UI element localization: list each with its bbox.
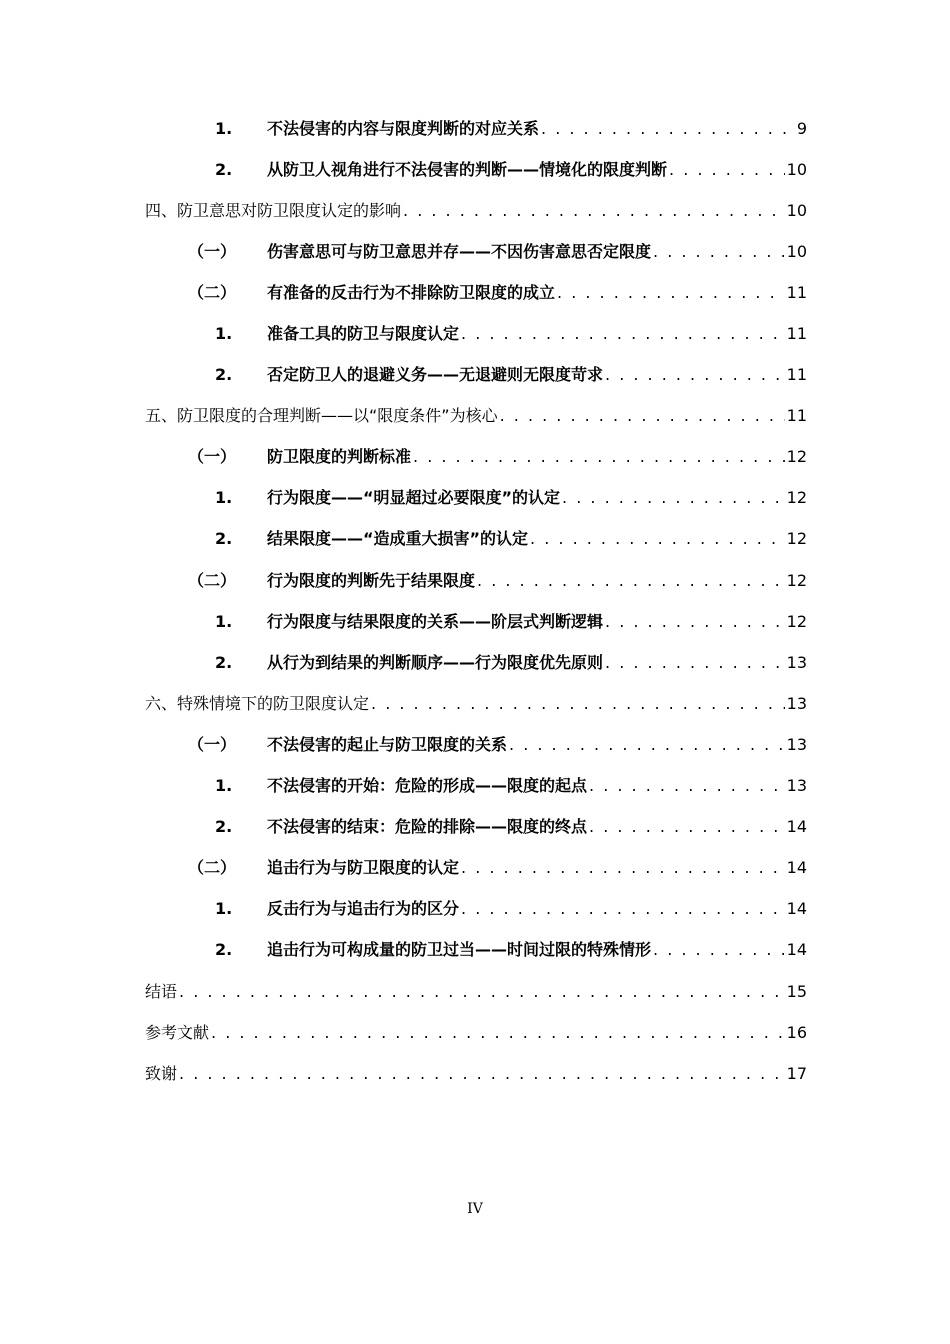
toc-entry-page: 14 [786, 940, 807, 960]
toc-entry-number: （一） [188, 734, 237, 754]
toc-entry-title: 否定防卫人的退避义务——无退避则无限度苛求 [267, 365, 604, 385]
toc-entry-line [267, 324, 807, 344]
toc-entry-page: 12 [786, 529, 807, 549]
toc-entry[interactable] [0, 190, 950, 231]
toc-entry[interactable] [0, 971, 950, 1012]
toc-entry-number: 1. [215, 611, 233, 631]
toc-entry-page: 17 [786, 1063, 807, 1083]
toc-entry[interactable] [0, 437, 950, 478]
toc-entry-title: 五、防卫限度的合理判断——以“限度条件”为核心 [145, 406, 498, 426]
toc-leader-dots [461, 899, 785, 919]
toc-entry-page: 15 [786, 981, 807, 1001]
toc-entry-number: （一） [188, 241, 237, 261]
toc-entry[interactable] [0, 683, 950, 724]
table-of-contents [0, 108, 950, 1094]
toc-leader-dots [413, 447, 785, 467]
toc-entry-line [145, 1023, 807, 1043]
toc-entry-title: 结语 [145, 981, 178, 1001]
toc-leader-dots [211, 1023, 785, 1043]
toc-entry[interactable] [0, 231, 950, 272]
toc-entry-number: （二） [188, 858, 237, 878]
toc-leader-dots [179, 982, 785, 1002]
toc-entry[interactable] [0, 396, 950, 437]
toc-entry-title: 反击行为与追击行为的区分 [267, 899, 460, 919]
toc-entry-line [267, 776, 807, 796]
toc-entry-page: 11 [786, 406, 807, 426]
toc-entry-title: 有准备的反击行为不排除防卫限度的成立 [267, 282, 556, 302]
toc-leader-dots [669, 160, 785, 180]
toc-entry[interactable] [0, 478, 950, 519]
toc-leader-dots [653, 242, 785, 262]
toc-entry[interactable] [0, 108, 950, 149]
toc-entry[interactable] [0, 1012, 950, 1053]
toc-entry[interactable] [0, 519, 950, 560]
toc-leader-dots [589, 817, 785, 837]
toc-leader-dots [562, 488, 785, 508]
toc-entry-title: 从行为到结果的判断顺序——行为限度优先原则 [267, 652, 604, 672]
toc-entry[interactable] [0, 848, 950, 889]
toc-entry-page: 12 [786, 488, 807, 508]
toc-entry-title: 行为限度的判断先于结果限度 [267, 570, 476, 590]
toc-entry-number: 2. [215, 817, 233, 837]
toc-entry[interactable] [0, 766, 950, 807]
toc-leader-dots [461, 858, 785, 878]
toc-entry-number: 1. [215, 899, 233, 919]
toc-leader-dots [500, 406, 785, 426]
toc-entry-line [267, 119, 807, 139]
toc-leader-dots [530, 529, 785, 549]
toc-entry-page: 14 [786, 899, 807, 919]
toc-leader-dots [461, 324, 785, 344]
toc-entry-title: 从防卫人视角进行不法侵害的判断——情境化的限度判断 [267, 159, 668, 179]
toc-leader-dots [541, 119, 795, 139]
toc-entry-line [267, 735, 807, 755]
toc-leader-dots [477, 571, 785, 591]
toc-leader-dots [605, 365, 785, 385]
toc-entry-number: （二） [188, 282, 237, 302]
toc-entry-number: 2. [215, 365, 233, 385]
toc-entry-number: 1. [215, 488, 233, 508]
toc-entry-line [145, 982, 807, 1002]
toc-entry-number: 1. [215, 118, 233, 138]
toc-entry[interactable] [0, 272, 950, 313]
toc-entry[interactable] [0, 149, 950, 190]
toc-entry-title: 不法侵害的起止与防卫限度的关系 [267, 734, 508, 754]
toc-entry[interactable] [0, 601, 950, 642]
page-number: IV [467, 1201, 483, 1217]
toc-entry-line [267, 488, 807, 508]
toc-leader-dots [653, 940, 785, 960]
toc-entry[interactable] [0, 642, 950, 683]
toc-entry-line [145, 201, 807, 221]
toc-leader-dots [179, 1064, 785, 1084]
toc-entry-line [145, 694, 807, 714]
toc-entry-title: 不法侵害的内容与限度判断的对应关系 [267, 118, 540, 138]
toc-leader-dots [605, 653, 785, 673]
toc-entry-page: 12 [786, 447, 807, 467]
toc-entry-line [267, 283, 807, 303]
toc-leader-dots [557, 283, 785, 303]
toc-entry-page: 16 [786, 1022, 807, 1042]
toc-entry-page: 11 [786, 324, 807, 344]
toc-entry-page: 12 [786, 570, 807, 590]
toc-entry-line [145, 1064, 807, 1084]
toc-entry-line [145, 406, 807, 426]
toc-entry[interactable] [0, 355, 950, 396]
toc-entry-title: 结果限度——“造成重大损害”的认定 [267, 529, 529, 549]
toc-entry-line [267, 242, 807, 262]
toc-entry-page: 13 [786, 734, 807, 754]
toc-entry-title: 四、防卫意思对防卫限度认定的影响 [145, 200, 402, 220]
toc-entry-title: 不法侵害的结束：危险的排除——限度的终点 [267, 817, 588, 837]
toc-entry-line [267, 817, 807, 837]
toc-entry-title: 防卫限度的判断标准 [267, 447, 412, 467]
toc-entry-page: 13 [786, 652, 807, 672]
toc-entry-number: （一） [188, 447, 237, 467]
toc-entry-line [267, 653, 807, 673]
toc-leader-dots [589, 776, 785, 796]
toc-leader-dots [605, 612, 785, 632]
toc-entry[interactable] [0, 313, 950, 354]
toc-entry-title: 六、特殊情境下的防卫限度认定 [145, 693, 370, 713]
toc-entry-title: 行为限度——“明显超过必要限度”的认定 [267, 488, 561, 508]
toc-entry-page: 9 [796, 118, 807, 138]
toc-entry[interactable] [0, 1053, 950, 1094]
toc-entry-line [267, 899, 807, 919]
toc-entry-title: 准备工具的防卫与限度认定 [267, 324, 460, 344]
toc-entry[interactable] [0, 930, 950, 971]
toc-entry-line [267, 529, 807, 549]
toc-entry-title: 追击行为可构成量的防卫过当——时间过限的特殊情形 [267, 940, 652, 960]
toc-entry-line [267, 160, 807, 180]
toc-entry-page: 10 [786, 241, 807, 261]
toc-leader-dots [509, 735, 785, 755]
toc-entry-line [267, 612, 807, 632]
toc-entry-page: 10 [786, 159, 807, 179]
toc-entry-title: 不法侵害的开始：危险的形成——限度的起点 [267, 776, 588, 796]
toc-entry-page: 10 [786, 200, 807, 220]
toc-entry-title: 致谢 [145, 1063, 178, 1083]
toc-entry-number: 2. [215, 529, 233, 549]
toc-entry-number: （二） [188, 570, 237, 590]
toc-leader-dots [403, 201, 785, 221]
toc-entry[interactable] [0, 889, 950, 930]
toc-entry-number: 2. [215, 940, 233, 960]
toc-entry-title: 追击行为与防卫限度的认定 [267, 858, 460, 878]
toc-entry-page: 14 [786, 858, 807, 878]
toc-entry-page: 11 [786, 365, 807, 385]
toc-entry-title: 伤害意思可与防卫意思并存——不因伤害意思否定限度 [267, 241, 652, 261]
toc-entry[interactable] [0, 807, 950, 848]
toc-entry-line [267, 571, 807, 591]
toc-entry-page: 12 [786, 611, 807, 631]
toc-leader-dots [371, 694, 785, 714]
toc-entry-number: 1. [215, 324, 233, 344]
toc-entry[interactable] [0, 560, 950, 601]
toc-entry-page: 13 [786, 693, 807, 713]
toc-entry-number: 1. [215, 776, 233, 796]
toc-entry-line [267, 365, 807, 385]
toc-entry-number: 2. [215, 652, 233, 672]
toc-entry-line [267, 447, 807, 467]
toc-entry-title: 参考文献 [145, 1022, 210, 1042]
toc-entry-line [267, 940, 807, 960]
toc-entry[interactable] [0, 724, 950, 765]
toc-entry-line [267, 858, 807, 878]
toc-entry-title: 行为限度与结果限度的关系——阶层式判断逻辑 [267, 611, 604, 631]
toc-entry-page: 14 [786, 817, 807, 837]
toc-entry-page: 11 [786, 282, 807, 302]
toc-entry-page: 13 [786, 776, 807, 796]
toc-entry-number: 2. [215, 159, 233, 179]
